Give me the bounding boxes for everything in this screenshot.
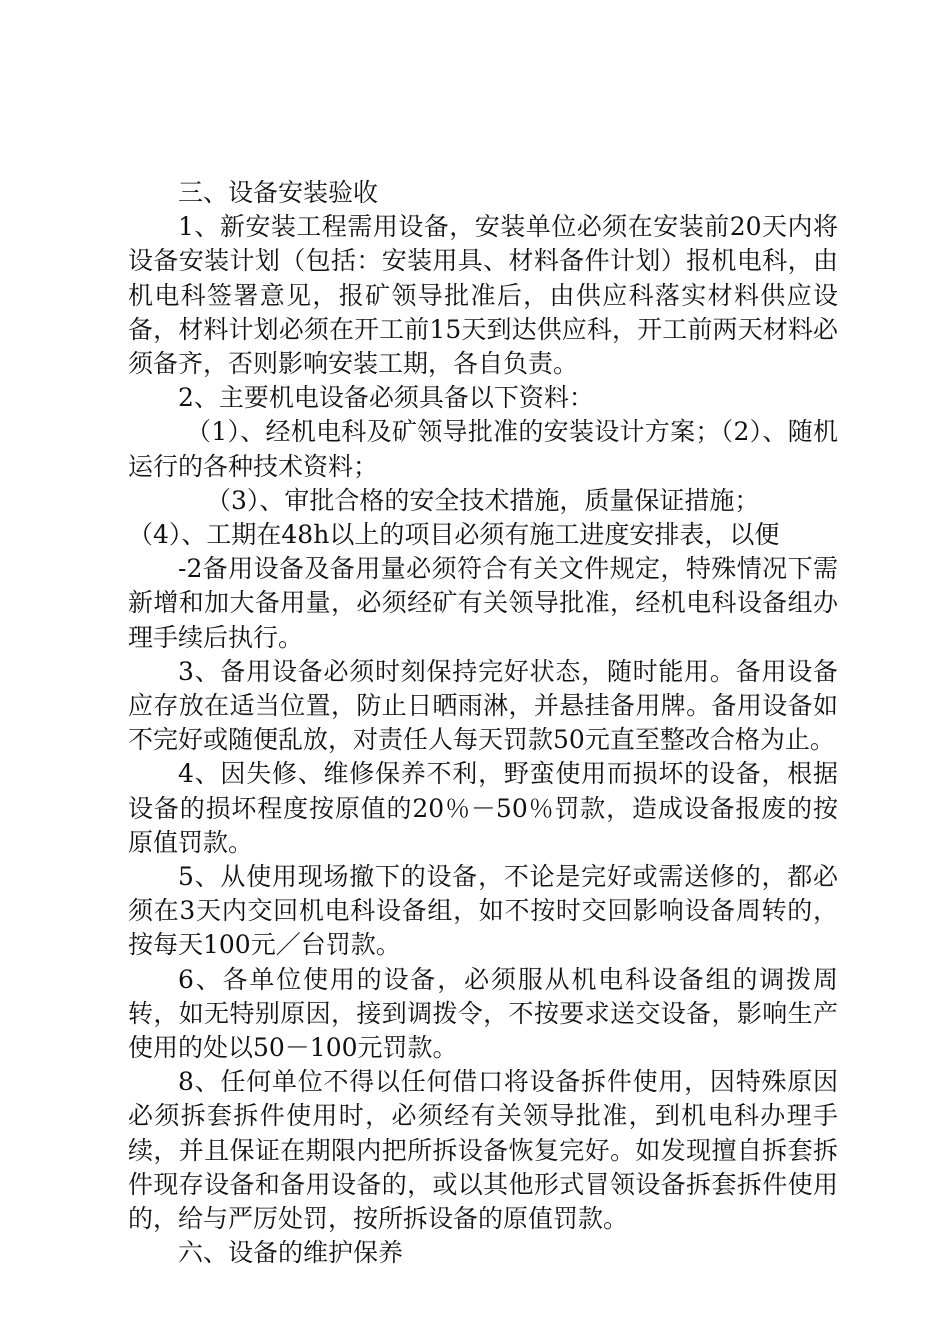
paragraph-item-5: 5、从使用现场撤下的设备，不论是完好或需送修的，都必须在3天内交回机电科设备组，如不按时交回影响设备周转的，按每天100元／台罚款。 (128, 862, 838, 960)
paragraph-spare-equipment: -2备用设备及备用量必须符合有关文件规定，特殊情况下需新增和加大备用量，必须经矿有关领导批准，经机电科设备组办理手续后执行。 (128, 554, 838, 652)
paragraph-item-6: 6、各单位使用的设备，必须服从机电科设备组的调拨周转，如无特别原因，接到调拨令，不按要求送交设备，影响生产使用的处以50－100元罚款。 (128, 964, 838, 1063)
document-body (128, 176, 838, 1271)
paragraph-subitem-3: （3）、审批合格的安全技术措施，质量保证措施； (206, 485, 760, 515)
section-heading-maintenance: 六、设备的维护保养 (178, 1238, 404, 1268)
paragraph-item-3: 3、备用设备必须时刻保持完好状态，随时能用。备用设备应存放在适当位置，防止日晒雨淋，并悬挂备用牌。备用设备如不完好或随便乱放，对责任人每天罚款50元直至整改合格为止。 (128, 656, 838, 755)
paragraph-subitem-1-2: （1）、经机电科及矿领导批准的安装设计方案；（2）、随机运行的各种技术资料； (128, 417, 838, 481)
paragraph-item-1: 1、新安装工程需用设备，安装单位必须在安装前20天内将设备安装计划（包括：安装用具、材料备件计划）报机电科，由机电科签署意见，报矿领导批准后，由供应科落实材料供应设备，材料计划必须在开工前15天到达供应科，开工前两天材料必须备齐，否则影响安装工期，各自负责。 (128, 212, 838, 379)
paragraph-item-8: 8、任何单位不得以任何借口将设备拆件使用，因特殊原因必须拆套拆件使用时，必须经有关领导批准，到机电科办理手续，并且保证在期限内把所拆设备恢复完好。如发现擅自拆套拆件现存设备和备用设备的，或以其他形式冒领设备拆套拆件使用的，给与严厉处罚，按所拆设备的原值罚款。 (128, 1067, 838, 1234)
section-heading-installation: 三、设备安装验收 (178, 178, 379, 207)
paragraph-item-2: 2、主要机电设备必须具备以下资料： (178, 383, 594, 413)
paragraph-item-4: 4、因失修、维修保养不利，野蛮使用而损坏的设备，根据设备的损坏程度按原值的20％－50％罚款，造成设备报废的按原值罚款。 (128, 759, 838, 857)
paragraph-subitem-4: （4）、工期在48h以上的项目必须有施工进度安排表，以便 (128, 520, 780, 550)
